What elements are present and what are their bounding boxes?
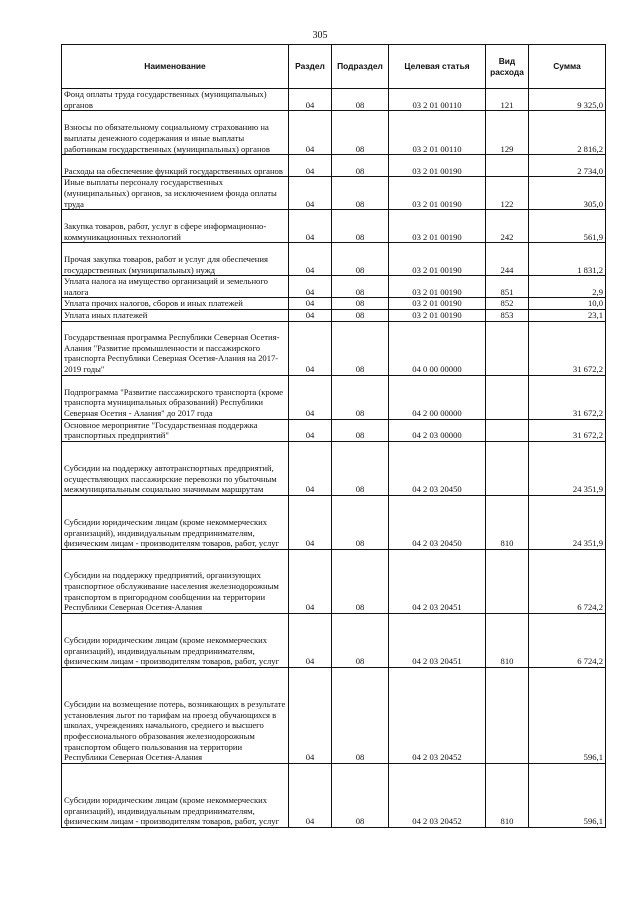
- cell-target: 04 2 03 20450: [389, 441, 486, 495]
- cell-target: 04 2 03 20451: [389, 613, 486, 667]
- cell-type: 244: [486, 243, 529, 276]
- cell-sum: 24 351,9: [529, 495, 606, 549]
- cell-subsection: 08: [332, 89, 389, 111]
- cell-sum: 31 672,2: [529, 419, 606, 441]
- cell-target: 04 0 00 00000: [389, 321, 486, 375]
- cell-name: Субсидии юридическим лицам (кроме некоммерческих организаций), индивидуальным предпринимателям, физическим лицам - производителям товаров, работ, услуг: [62, 613, 289, 667]
- cell-name: Государственная программа Республики Северная Осетия-Алания "Развитие промышленности и пассажирского транспорта Республики Северная Осетия-Алания на 2017-2019 годы": [62, 321, 289, 375]
- cell-name: Субсидии на поддержку предприятий, организующих транспортное обслуживание населения железнодорожным транспортом в пригородном сообщении на территории Республики Северная Осетия-Алания: [62, 549, 289, 613]
- cell-name: Уплата иных платежей: [62, 309, 289, 321]
- cell-target: 03 2 01 00190: [389, 155, 486, 177]
- cell-type: [486, 321, 529, 375]
- table-row: [62, 276, 606, 298]
- cell-name: Уплата налога на имущество организаций и земельного налога: [62, 276, 289, 298]
- cell-sum: 305,0: [529, 177, 606, 210]
- cell-type: 851: [486, 276, 529, 298]
- cell-target: 03 2 01 00190: [389, 298, 486, 310]
- table-row: [62, 321, 606, 375]
- cell-section: 04: [289, 210, 332, 243]
- table-row: [62, 177, 606, 210]
- page-number: 305: [312, 30, 328, 41]
- cell-sum: 2,9: [529, 276, 606, 298]
- cell-subsection: 08: [332, 243, 389, 276]
- cell-type: [486, 155, 529, 177]
- cell-subsection: 08: [332, 111, 389, 155]
- cell-name: Подпрограмма "Развитие пассажирского транспорта (кроме транспорта муниципальных образований) Республики Северная Осетия - Алания" до 2017 года: [62, 375, 289, 419]
- cell-section: 04: [289, 243, 332, 276]
- table-row: [62, 243, 606, 276]
- header-section: Раздел: [289, 45, 332, 89]
- cell-sum: 1 831,2: [529, 243, 606, 276]
- cell-subsection: 08: [332, 321, 389, 375]
- cell-section: 04: [289, 549, 332, 613]
- cell-target: 04 2 03 00000: [389, 419, 486, 441]
- header-name: Наименование: [62, 45, 289, 89]
- table-row: [62, 375, 606, 419]
- cell-section: 04: [289, 276, 332, 298]
- cell-name: Прочая закупка товаров, работ и услуг для обеспечения государственных (муниципальных) нужд: [62, 243, 289, 276]
- table-header: [62, 45, 606, 89]
- table-row: [62, 155, 606, 177]
- cell-type: 122: [486, 177, 529, 210]
- cell-target: 03 2 01 00110: [389, 89, 486, 111]
- cell-type: 810: [486, 763, 529, 827]
- cell-sum: 596,1: [529, 763, 606, 827]
- cell-section: 04: [289, 763, 332, 827]
- cell-target: 04 2 03 20452: [389, 763, 486, 827]
- cell-name: Уплата прочих налогов, сборов и иных платежей: [62, 298, 289, 310]
- cell-type: 810: [486, 495, 529, 549]
- cell-sum: 561,9: [529, 210, 606, 243]
- table-row: [62, 89, 606, 111]
- cell-sum: 24 351,9: [529, 441, 606, 495]
- table-row: [62, 419, 606, 441]
- cell-subsection: 08: [332, 375, 389, 419]
- cell-type: [486, 441, 529, 495]
- cell-section: 04: [289, 177, 332, 210]
- table-row: [62, 441, 606, 495]
- cell-subsection: 08: [332, 613, 389, 667]
- cell-name: Субсидии на возмещение потерь, возникающих в результате установления льгот по тарифам на проезд обучающихся в школах, учреждениях начального, среднего и высшего профессионального образования железнодорожным транспортом общего пользования на территории Республики Северная Осетия-Алания: [62, 667, 289, 763]
- cell-subsection: 08: [332, 155, 389, 177]
- cell-sum: 2 734,0: [529, 155, 606, 177]
- header-target: Целевая статья: [389, 45, 486, 89]
- cell-name: Основное мероприятие "Государственная поддержка транспортных предприятий": [62, 419, 289, 441]
- cell-section: 04: [289, 441, 332, 495]
- cell-target: 04 2 03 20451: [389, 549, 486, 613]
- cell-name: Закупка товаров, работ, услуг в сфере информационно-коммуникационных технологий: [62, 210, 289, 243]
- header-sum: Сумма: [529, 45, 606, 89]
- cell-sum: 596,1: [529, 667, 606, 763]
- table-row: [62, 210, 606, 243]
- table-row: [62, 667, 606, 763]
- cell-subsection: 08: [332, 495, 389, 549]
- cell-subsection: 08: [332, 419, 389, 441]
- cell-section: 04: [289, 375, 332, 419]
- cell-target: 03 2 01 00190: [389, 177, 486, 210]
- cell-sum: 2 816,2: [529, 111, 606, 155]
- cell-section: 04: [289, 667, 332, 763]
- cell-target: 04 2 00 00000: [389, 375, 486, 419]
- cell-type: 810: [486, 613, 529, 667]
- cell-subsection: 08: [332, 763, 389, 827]
- budget-table: [61, 44, 606, 828]
- cell-type: 852: [486, 298, 529, 310]
- cell-section: 04: [289, 613, 332, 667]
- cell-name: Фонд оплаты труда государственных (муниципальных) органов: [62, 89, 289, 111]
- cell-section: 04: [289, 89, 332, 111]
- cell-target: 04 2 03 20450: [389, 495, 486, 549]
- cell-type: 853: [486, 309, 529, 321]
- table-row: [62, 763, 606, 827]
- header-type: Вид расхода: [486, 45, 529, 89]
- cell-subsection: 08: [332, 309, 389, 321]
- cell-name: Субсидии юридическим лицам (кроме некоммерческих организаций), индивидуальным предпринимателям, физическим лицам - производителям товаров, работ, услуг: [62, 495, 289, 549]
- cell-section: 04: [289, 111, 332, 155]
- cell-section: 04: [289, 309, 332, 321]
- cell-section: 04: [289, 298, 332, 310]
- cell-sum: 10,0: [529, 298, 606, 310]
- table-row: [62, 613, 606, 667]
- cell-section: 04: [289, 321, 332, 375]
- table-row: [62, 549, 606, 613]
- cell-type: 129: [486, 111, 529, 155]
- table-row: [62, 298, 606, 310]
- cell-name: Расходы на обеспечение функций государственных органов: [62, 155, 289, 177]
- table-row: [62, 309, 606, 321]
- cell-subsection: 08: [332, 549, 389, 613]
- cell-type: [486, 375, 529, 419]
- cell-target: 03 2 01 00190: [389, 210, 486, 243]
- cell-type: 242: [486, 210, 529, 243]
- cell-name: Субсидии на поддержку автотранспортных предприятий, осуществляющих пассажирские перевозки по убыточным межмуниципальным социально значимым маршрутам: [62, 441, 289, 495]
- cell-target: 03 2 01 00190: [389, 276, 486, 298]
- header-subsection: Подраздел: [332, 45, 389, 89]
- cell-subsection: 08: [332, 276, 389, 298]
- cell-target: 03 2 01 00190: [389, 309, 486, 321]
- cell-name: Иные выплаты персоналу государственных (муниципальных) органов, за исключением фонда оплаты труда: [62, 177, 289, 210]
- cell-type: [486, 419, 529, 441]
- cell-type: [486, 549, 529, 613]
- cell-subsection: 08: [332, 298, 389, 310]
- cell-target: 04 2 03 20452: [389, 667, 486, 763]
- cell-sum: 23,1: [529, 309, 606, 321]
- cell-subsection: 08: [332, 667, 389, 763]
- cell-section: 04: [289, 495, 332, 549]
- cell-type: [486, 667, 529, 763]
- cell-subsection: 08: [332, 210, 389, 243]
- cell-sum: 9 325,0: [529, 89, 606, 111]
- table-row: [62, 111, 606, 155]
- table-body: [62, 89, 606, 828]
- cell-sum: 6 724,2: [529, 549, 606, 613]
- cell-sum: 6 724,2: [529, 613, 606, 667]
- cell-type: 121: [486, 89, 529, 111]
- cell-sum: 31 672,2: [529, 375, 606, 419]
- cell-subsection: 08: [332, 441, 389, 495]
- cell-target: 03 2 01 00110: [389, 111, 486, 155]
- cell-sum: 31 672,2: [529, 321, 606, 375]
- cell-name: Взносы по обязательному социальному страхованию на выплаты денежного содержания и иные выплаты работникам государственных (муниципальных) органов: [62, 111, 289, 155]
- cell-subsection: 08: [332, 177, 389, 210]
- cell-section: 04: [289, 419, 332, 441]
- cell-target: 03 2 01 00190: [389, 243, 486, 276]
- table-row: [62, 495, 606, 549]
- cell-section: 04: [289, 155, 332, 177]
- cell-name: Субсидии юридическим лицам (кроме некоммерческих организаций), индивидуальным предпринимателям, физическим лицам - производителям товаров, работ, услуг: [62, 763, 289, 827]
